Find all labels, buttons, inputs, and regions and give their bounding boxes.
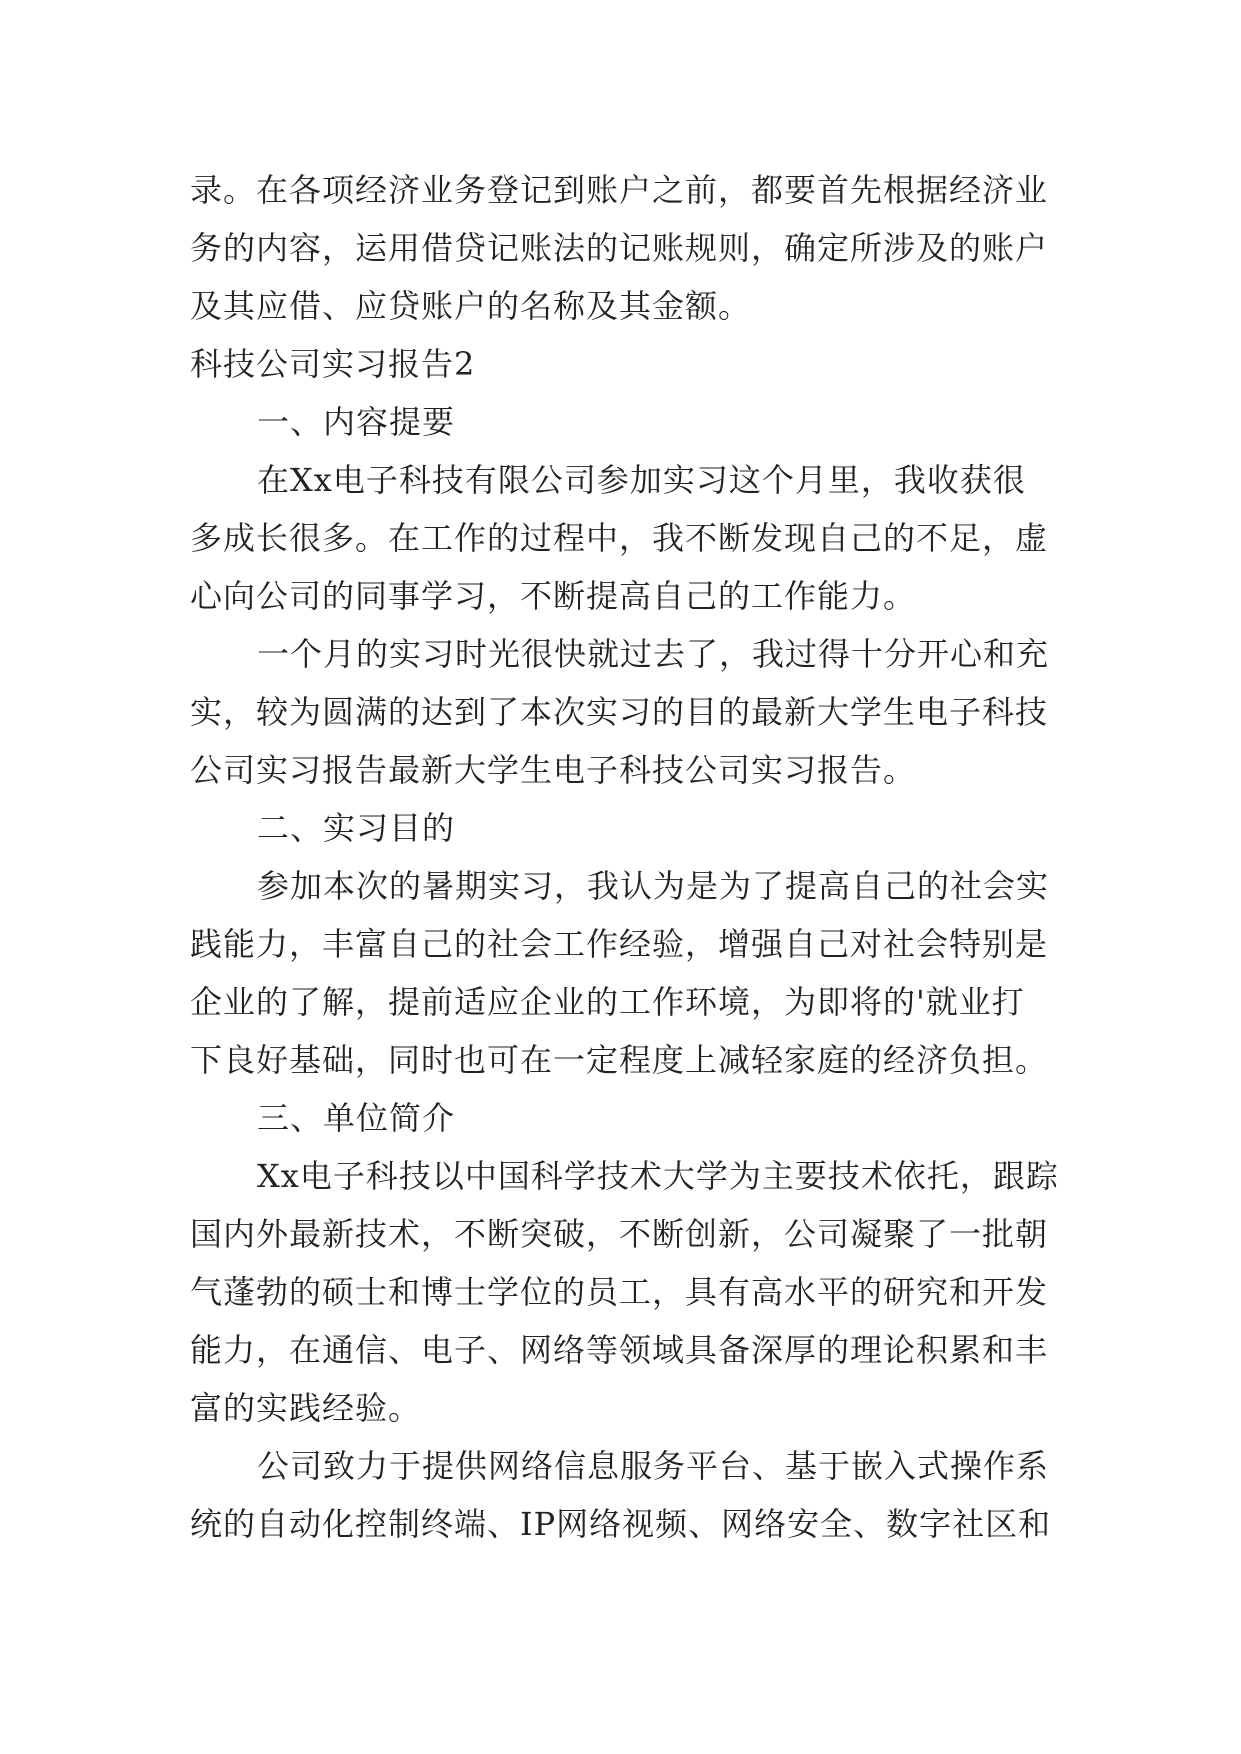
paragraph-line: 富的实践经验。 xyxy=(190,1389,422,1427)
section-heading: 二、实习目的 xyxy=(257,809,456,847)
paragraph-line: 录。在各项经济业务登记到账户之前，都要首先根据经济业 xyxy=(190,171,1049,209)
section-heading: 一、内容提要 xyxy=(257,403,456,441)
paragraph-line: 一个月的实习时光很快就过去了，我过得十分开心和充 xyxy=(257,635,1050,673)
paragraph-line: 气蓬勃的硕士和博士学位的员工，具有高水平的研究和开发 xyxy=(190,1273,1049,1311)
paragraph-line: 务的内容，运用借贷记账法的记账规则，确定所涉及的账户 xyxy=(190,229,1049,267)
paragraph-line: 践能力，丰富自己的社会工作经验，增强自己对社会特别是 xyxy=(190,925,1049,963)
paragraph-line: 在Xx电子科技有限公司参加实习这个月里，我收获很 xyxy=(257,461,1026,499)
paragraph-line: 公司实习报告最新大学生电子科技公司实习报告。 xyxy=(190,751,917,789)
paragraph-line: 下良好基础，同时也可在一定程度上减轻家庭的经济负担。 xyxy=(190,1041,1049,1079)
paragraph-line: 实，较为圆满的达到了本次实习的目的最新大学生电子科技 xyxy=(190,693,1049,731)
paragraph-line: 能力，在通信、电子、网络等领域具备深厚的理论积累和丰 xyxy=(190,1331,1049,1369)
paragraph-line: Xx电子科技以中国科学技术大学为主要技术依托，跟踪 xyxy=(257,1157,1059,1195)
section-title: 科技公司实习报告2 xyxy=(190,345,476,383)
paragraph-line: 多成长很多。在工作的过程中，我不断发现自己的不足，虚 xyxy=(190,519,1049,557)
section-heading: 三、单位简介 xyxy=(257,1099,456,1137)
paragraph-line: 心向公司的同事学习，不断提高自己的工作能力。 xyxy=(190,577,917,615)
paragraph-line: 公司致力于提供网络信息服务平台、基于嵌入式操作系 xyxy=(257,1447,1050,1485)
paragraph-line: 统的自动化控制终端、IP网络视频、网络安全、数字社区和 xyxy=(190,1505,1052,1543)
paragraph-line: 国内外最新技术，不断突破，不断创新，公司凝聚了一批朝 xyxy=(190,1215,1049,1253)
paragraph-line: 参加本次的暑期实习，我认为是为了提高自己的社会实 xyxy=(257,867,1050,905)
paragraph-line: 企业的了解，提前适应企业的工作环境，为即将的'就业打 xyxy=(190,983,1025,1021)
paragraph-line: 及其应借、应贷账户的名称及其金额。 xyxy=(190,287,752,325)
